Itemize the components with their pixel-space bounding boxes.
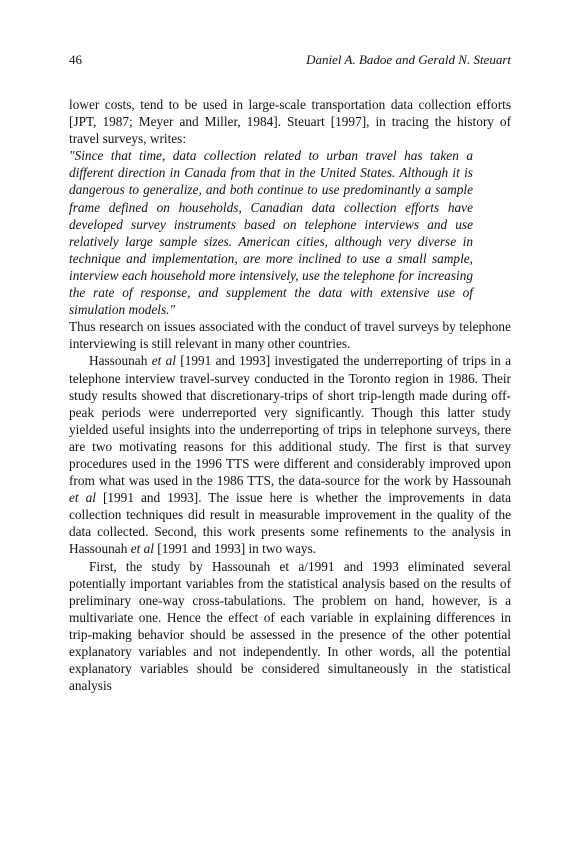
italic-text: et al bbox=[130, 541, 154, 557]
text-run: [1991 and 1993] investigated the underreporting of trips in a telephone interview travel-survey conducted in the Toronto region in 1986. Their study results showed that discretionary-trips of short trip-length made during off-peak periods were underreported very significantly. Though this latter study yielded useful insights into the underreporting of trips in telephone surveys, there are two motivating reasons for this additional study. The first is that survey procedures used in the 1996 TTS were different and considerably improved upon from what was used in the 1986 TTS, the data-source for the work by Hassounah bbox=[69, 353, 511, 489]
text-run: [1991 and 1993]. The issue here is whether the improvements in data collection techniques did result in measurable improvement in the quality of the data collected. Second, this work presents some refinements to the analysis in Hassounah bbox=[69, 490, 511, 557]
paragraph: lower costs, tend to be used in large-scale transportation data collection efforts [JPT, 1987; Meyer and Miller, 1984]. Steuart [1997], in tracing the history of travel surveys, writes: bbox=[69, 97, 511, 147]
paragraph: Thus research on issues associated with the conduct of travel surveys by telephone interviewing is still relevant in many other countries. bbox=[69, 319, 511, 352]
italic-text: et al bbox=[69, 490, 96, 506]
italic-text: et al bbox=[151, 353, 176, 369]
block-quote: "Since that time, data collection related to urban travel has taken a different direction in Canada from that in the United States. Although it is dangerous to generalize, and both continue to use predominantly a sample frame defined on households, Canadian data collection efforts have developed survey instruments based on telephone interviews and use relatively large sample sizes. American cities, although very diverse in technique and implementation, are more inclined to use a small sample, interview each household more intensively, use the telephone for increasing the rate of response, and supplement the data with extensive use of simulation models." bbox=[69, 148, 473, 318]
text-run: Hassounah bbox=[89, 353, 152, 369]
paragraph bbox=[69, 352, 511, 557]
page-number: 46 bbox=[69, 52, 82, 67]
running-head: Daniel A. Badoe and Gerald N. Steuart bbox=[306, 52, 511, 67]
paragraph: First, the study by Hassounah et a/1991 and 1993 eliminated several potentially important variables from the statistical analysis based on the results of preliminary one-way cross-tabulations. The problem on hand, however, is a multivariate one. Hence the effect of each variable in explaining differences in trip-making behavior should be assessed in the presence of the other potential explanatory variables and not independently. In other words, all the potential explanatory variables should be considered simultaneously in the statistical analysis bbox=[69, 558, 511, 694]
body-text bbox=[69, 96, 511, 694]
text-run: [1991 and 1993] in two ways. bbox=[153, 541, 317, 557]
page-header bbox=[69, 52, 511, 72]
